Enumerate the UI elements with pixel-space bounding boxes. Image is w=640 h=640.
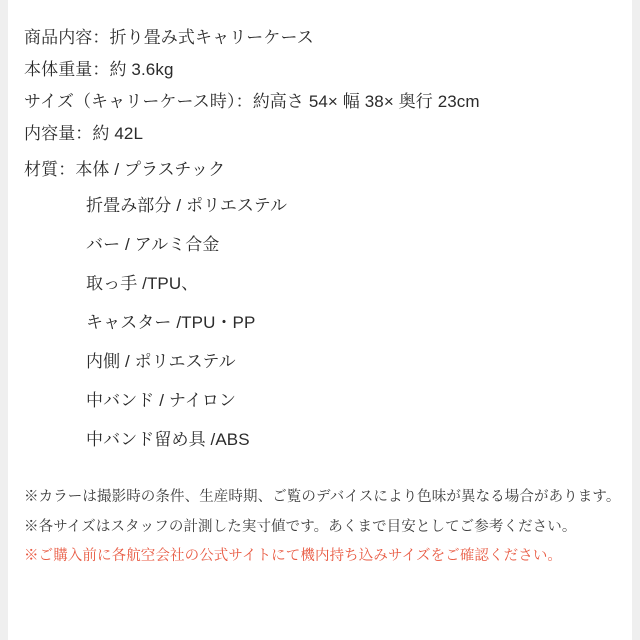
notes-block	[24, 483, 621, 572]
material-item: キャスター /TPU・PP	[86, 313, 256, 332]
material-label: 材質：	[24, 160, 76, 179]
spec-row	[24, 54, 616, 86]
material-item: 折畳み部分 / ポリエステル	[86, 196, 288, 215]
spec-label: サイズ（キャリーケース時）：	[24, 92, 253, 111]
material-item: 内側 / ポリエステル	[86, 352, 236, 371]
spec-value: 折り畳み式キャリーケース	[109, 28, 314, 47]
note-item: ※カラーは撮影時の条件、生産時期、ご覧のデバイスにより色味が異なる場合があります。	[24, 489, 621, 505]
material-heading	[24, 154, 616, 186]
material-main-value: 本体 / プラスチック	[75, 160, 226, 179]
spec-row	[24, 22, 616, 54]
spec-label: 商品内容：	[24, 28, 110, 47]
spec-label: 内容量：	[24, 124, 93, 143]
material-item: 中バンド / ナイロン	[86, 391, 237, 410]
right-edge-strip	[632, 0, 640, 640]
spec-row	[24, 86, 616, 118]
material-block	[24, 154, 616, 459]
left-edge-strip	[0, 0, 8, 640]
material-item: 取っ手 /TPU、	[86, 274, 199, 293]
material-item: バー / アルミ合金	[86, 235, 220, 254]
spec-row	[24, 118, 616, 150]
material-item: 中バンド留め具 /ABS	[86, 430, 250, 449]
spec-list	[24, 22, 616, 150]
note-item: ※各サイズはスタッフの計測した実寸値です。あくまで目安としてご参考ください。	[24, 518, 577, 535]
spec-label: 本体重量：	[24, 60, 110, 79]
note-item-warning: ※ご購入前に各航空会社の公式サイトにて機内持ち込みサイズをご確認ください。	[24, 548, 563, 564]
spec-value: 約 3.6kg	[109, 60, 174, 79]
spec-value: 約高さ 54× 幅 38× 奥行 23cm	[252, 92, 480, 111]
spec-value: 約 42L	[92, 124, 143, 143]
